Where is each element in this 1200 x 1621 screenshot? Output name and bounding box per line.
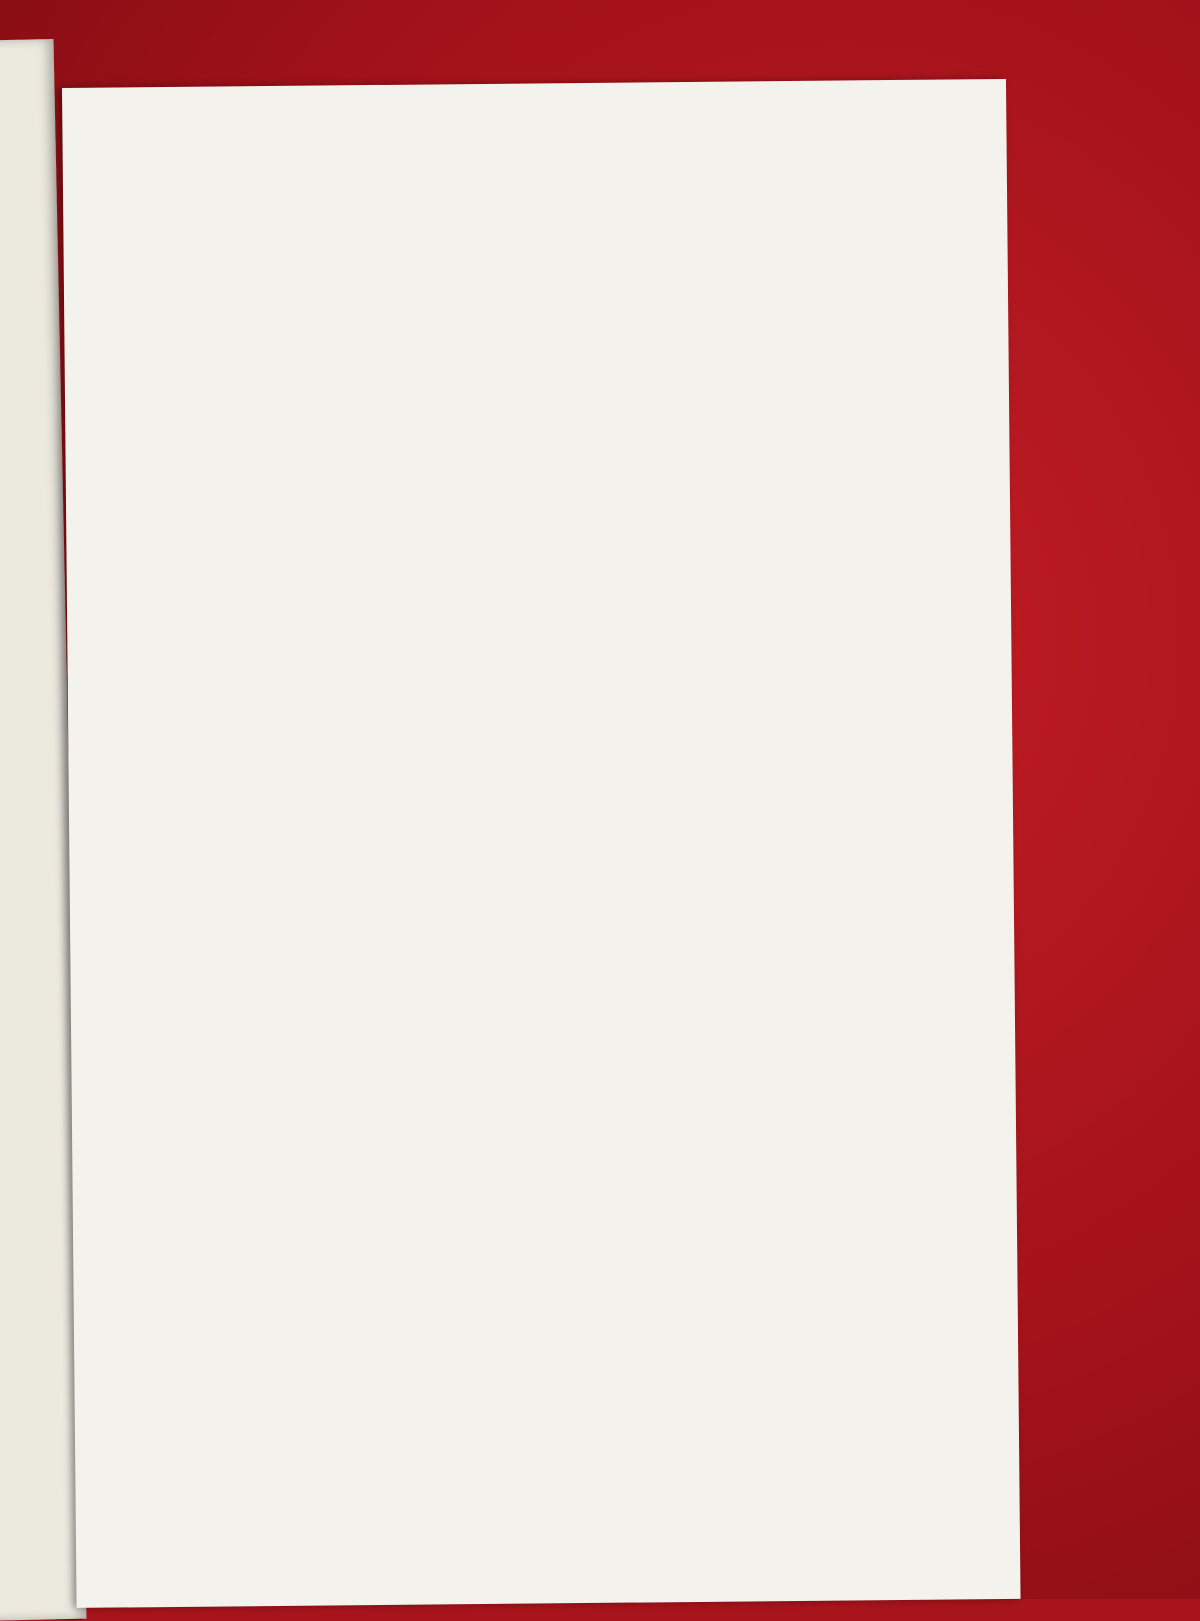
toc-content [153,178,894,311]
chapter-page [834,254,894,255]
chapter-heading [154,254,894,311]
page-column-header [153,216,893,245]
book-page [62,79,1021,1608]
running-header [153,178,893,213]
